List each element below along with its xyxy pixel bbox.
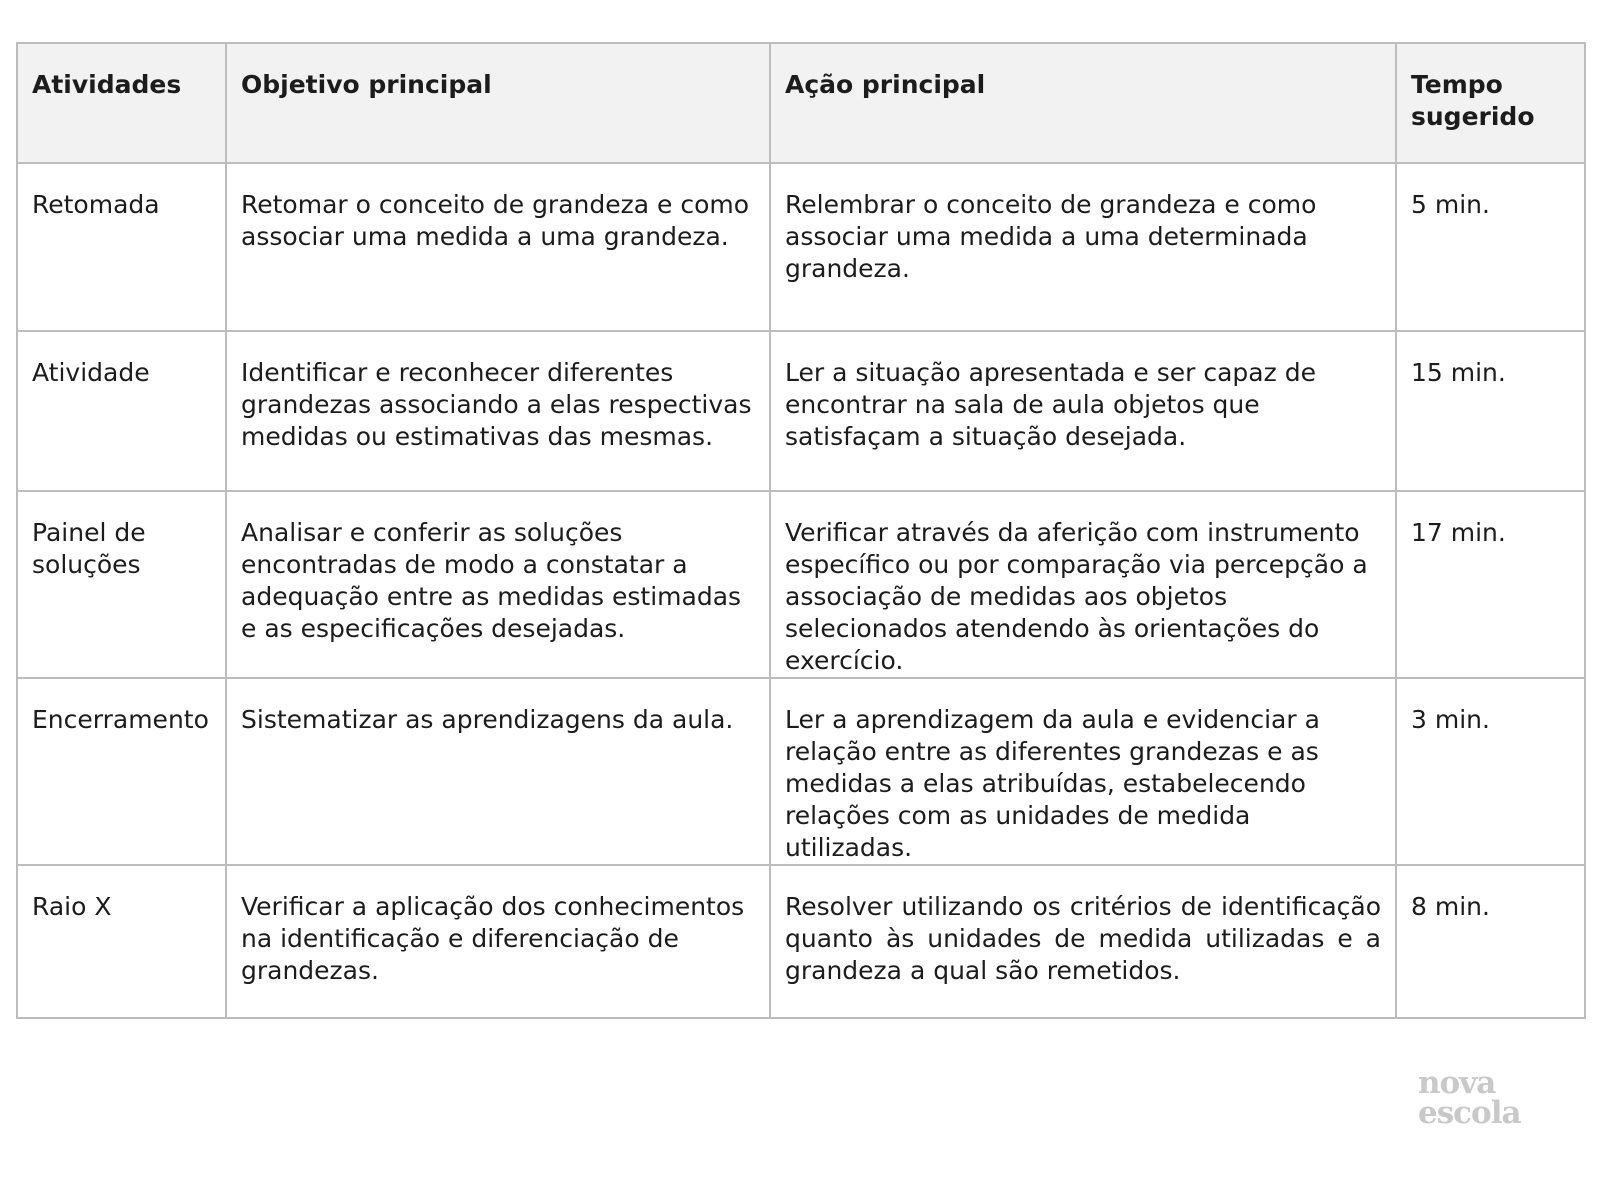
- action-cell: Ler a situação apresentada e ser capaz de encontrar na sala de aula objetos que satisfaçam a situação desejada.: [770, 331, 1396, 491]
- activity-cell: Encerramento: [17, 678, 226, 865]
- table-header-row: [17, 43, 1585, 163]
- action-cell: Resolver utilizando os critérios de identificação quanto às unidades de medida utilizadas e a grandeza a qual são remetidos.: [770, 865, 1396, 1018]
- logo-line-nova: nova: [1418, 1065, 1496, 1101]
- time-cell: 3 min.: [1396, 678, 1585, 865]
- objective-cell: Analisar e conferir as soluções encontradas de modo a constatar a adequação entre as medidas estimadas e as especificações desejadas.: [226, 491, 770, 678]
- time-cell: 15 min.: [1396, 331, 1585, 491]
- table-row: [17, 163, 1585, 331]
- table-row: [17, 331, 1585, 491]
- header-action: Ação principal: [770, 43, 1396, 163]
- action-cell: Verificar através da aferição com instrumento específico ou por comparação via percepção a associação de medidas aos objetos selecionados atendendo às orientações do exercício.: [770, 491, 1396, 678]
- activity-cell: Raio X: [17, 865, 226, 1018]
- activity-cell: Atividade: [17, 331, 226, 491]
- time-cell: 8 min.: [1396, 865, 1585, 1018]
- header-activities: Atividades: [17, 43, 226, 163]
- lesson-plan-table: [16, 42, 1586, 1019]
- time-cell: 17 min.: [1396, 491, 1585, 678]
- table-row: [17, 678, 1585, 865]
- activity-cell: Painel de soluções: [17, 491, 226, 678]
- header-objective: Objetivo principal: [226, 43, 770, 163]
- objective-cell: Verificar a aplicação dos conhecimentos na identificação e diferenciação de grandezas.: [226, 865, 770, 1018]
- nova-escola-logo: [1418, 1065, 1538, 1131]
- table-row: [17, 491, 1585, 678]
- activity-cell: Retomada: [17, 163, 226, 331]
- table-row: [17, 865, 1585, 1018]
- action-cell: Relembrar o conceito de grandeza e como associar uma medida a uma determinada grandeza.: [770, 163, 1396, 331]
- logo-line-escola: escola: [1418, 1095, 1521, 1131]
- action-cell: Ler a aprendizagem da aula e evidenciar a relação entre as diferentes grandezas e as medidas a elas atribuídas, estabelecendo relações com as unidades de medida utilizadas.: [770, 678, 1396, 865]
- objective-cell: Identificar e reconhecer diferentes grandezas associando a elas respectivas medidas ou estimativas das mesmas.: [226, 331, 770, 491]
- objective-cell: Sistematizar as aprendizagens da aula.: [226, 678, 770, 865]
- header-time: Tempo sugerido: [1396, 43, 1585, 163]
- time-cell: 5 min.: [1396, 163, 1585, 331]
- objective-cell: Retomar o conceito de grandeza e como associar uma medida a uma grandeza.: [226, 163, 770, 331]
